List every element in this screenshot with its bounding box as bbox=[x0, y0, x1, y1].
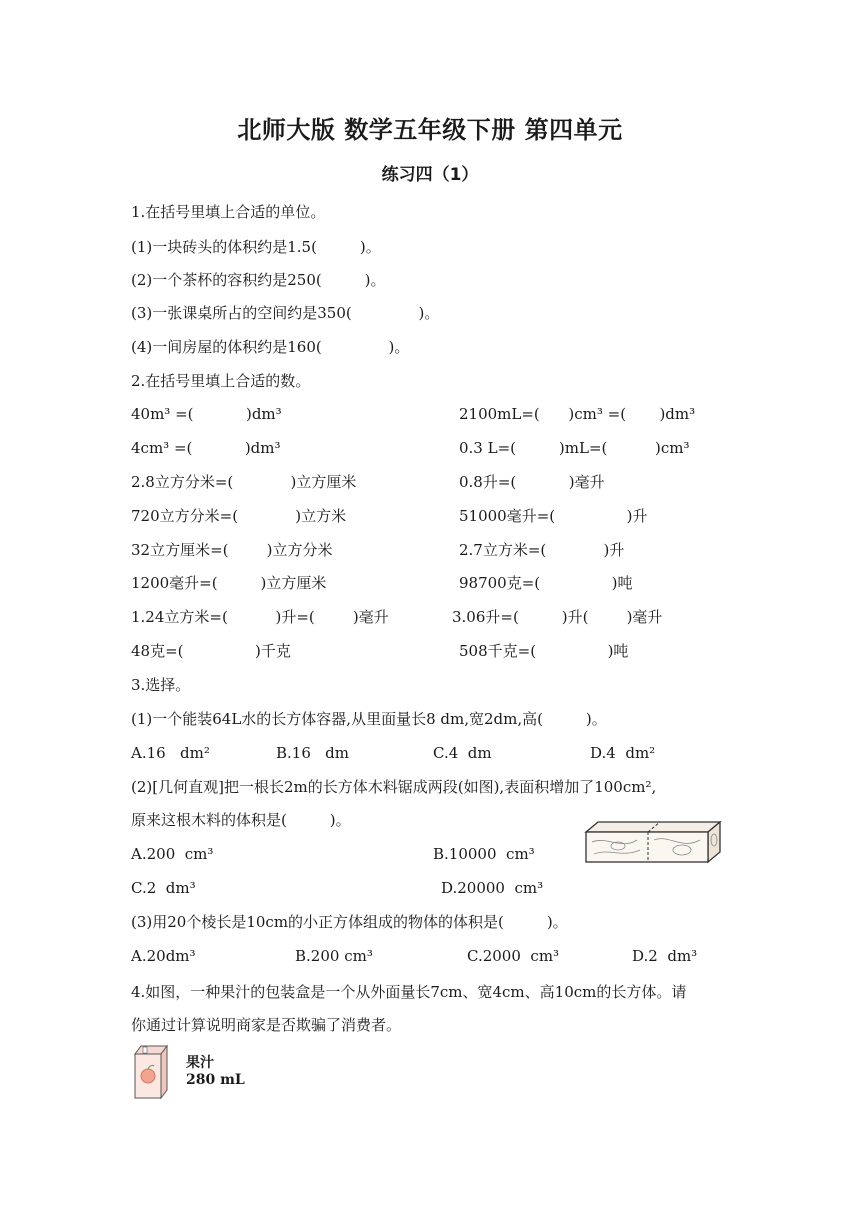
q3-p3-option-d: D.2 dm³ bbox=[632, 947, 698, 965]
q1-heading: 1.在括号里填上合适的单位。 bbox=[131, 203, 326, 221]
q3-p1-option-b: B.16 dm bbox=[276, 744, 350, 762]
q3-p2-option-d: D.20000 cm³ bbox=[441, 879, 544, 897]
q3-p3-text: (3)用20个棱长是10cm的小正方体组成的物体的体积是( )。 bbox=[131, 913, 568, 931]
q3-p1-option-a: A.16 dm² bbox=[131, 744, 210, 762]
q3-p1-text: (1)一个能装64L水的长方体容器,从里面量长8 dm,宽2dm,高( )。 bbox=[131, 710, 607, 728]
q3-p1-option-c: C.4 dm bbox=[433, 744, 492, 762]
page-title: 北师大版 数学五年级下册 第四单元 bbox=[237, 116, 623, 144]
q2-row-1-left: 40m³ =( )dm³ bbox=[131, 405, 282, 423]
q3-p3-option-a: A.20dm³ bbox=[131, 947, 196, 965]
q2-row-3-right: 0.8升=( )毫升 bbox=[459, 473, 605, 491]
juice-box-image bbox=[131, 1044, 171, 1100]
q2-row-6-right: 98700克=( )吨 bbox=[459, 574, 633, 592]
q3-p2-option-a: A.200 cm³ bbox=[131, 845, 214, 863]
q2-row-7-left: 1.24立方米=( )升=( )毫升 bbox=[131, 608, 389, 626]
q4-text-1: 4.如图，一种果汁的包装盒是一个从外面量长7cm、宽4cm、高10cm的长方体。请 bbox=[131, 983, 687, 1001]
q2-row-5-left: 32立方厘米=( )立方分米 bbox=[131, 541, 333, 559]
q2-row-2-left: 4cm³ =( )dm³ bbox=[131, 439, 281, 457]
q1-item-3: (3)一张课桌所占的空间约是350( )。 bbox=[131, 304, 440, 322]
q2-row-5-right: 2.7立方米=( )升 bbox=[459, 541, 625, 559]
q3-p2-option-b: B.10000 cm³ bbox=[433, 845, 535, 863]
q3-p3-option-b: B.200 cm³ bbox=[295, 947, 373, 965]
wood-beam-image bbox=[582, 820, 724, 866]
q1-item-1: (1)一块砖头的体积约是1.5( )。 bbox=[131, 238, 381, 256]
juice-box-name: 果汁 bbox=[186, 1055, 214, 1071]
q2-row-3-left: 2.8立方分米=( )立方厘米 bbox=[131, 473, 357, 491]
q4-text-2: 你通过计算说明商家是否欺骗了消费者。 bbox=[131, 1016, 402, 1034]
q2-row-7-right: 3.06升=( )升( )毫升 bbox=[452, 608, 663, 626]
q3-p2-text-1: (2)[几何直观]把一根长2m的长方体木料锯成两段(如图),表面积增加了100cm², bbox=[131, 778, 657, 796]
q3-p3-option-c: C.2000 cm³ bbox=[467, 947, 560, 965]
q1-item-4: (4)一间房屋的体积约是160( )。 bbox=[131, 338, 410, 356]
q2-row-4-left: 720立方分米=( )立方米 bbox=[131, 507, 347, 525]
page-subtitle: 练习四（1） bbox=[381, 165, 479, 185]
q1-item-2: (2)一个茶杯的容积约是250( )。 bbox=[131, 271, 386, 289]
q3-p2-option-c: C.2 dm³ bbox=[131, 879, 196, 897]
q2-heading: 2.在括号里填上合适的数。 bbox=[131, 372, 311, 390]
q2-row-6-left: 1200毫升=( )立方厘米 bbox=[131, 574, 327, 592]
q3-p2-text-2: 原来这根木料的体积是( )。 bbox=[131, 811, 351, 829]
q3-p1-option-d: D.4 dm² bbox=[590, 744, 656, 762]
q3-heading: 3.选择。 bbox=[131, 676, 191, 694]
q2-row-2-right: 0.3 L=( )mL=( )cm³ bbox=[459, 439, 690, 457]
q2-row-8-right: 508千克=( )吨 bbox=[459, 642, 629, 660]
q2-row-1-right: 2100mL=( )cm³ =( )dm³ bbox=[459, 405, 696, 423]
juice-box-volume: 280 mL bbox=[186, 1072, 245, 1088]
q2-row-8-left: 48克=( )千克 bbox=[131, 642, 291, 660]
q2-row-4-right: 51000毫升=( )升 bbox=[459, 507, 648, 525]
